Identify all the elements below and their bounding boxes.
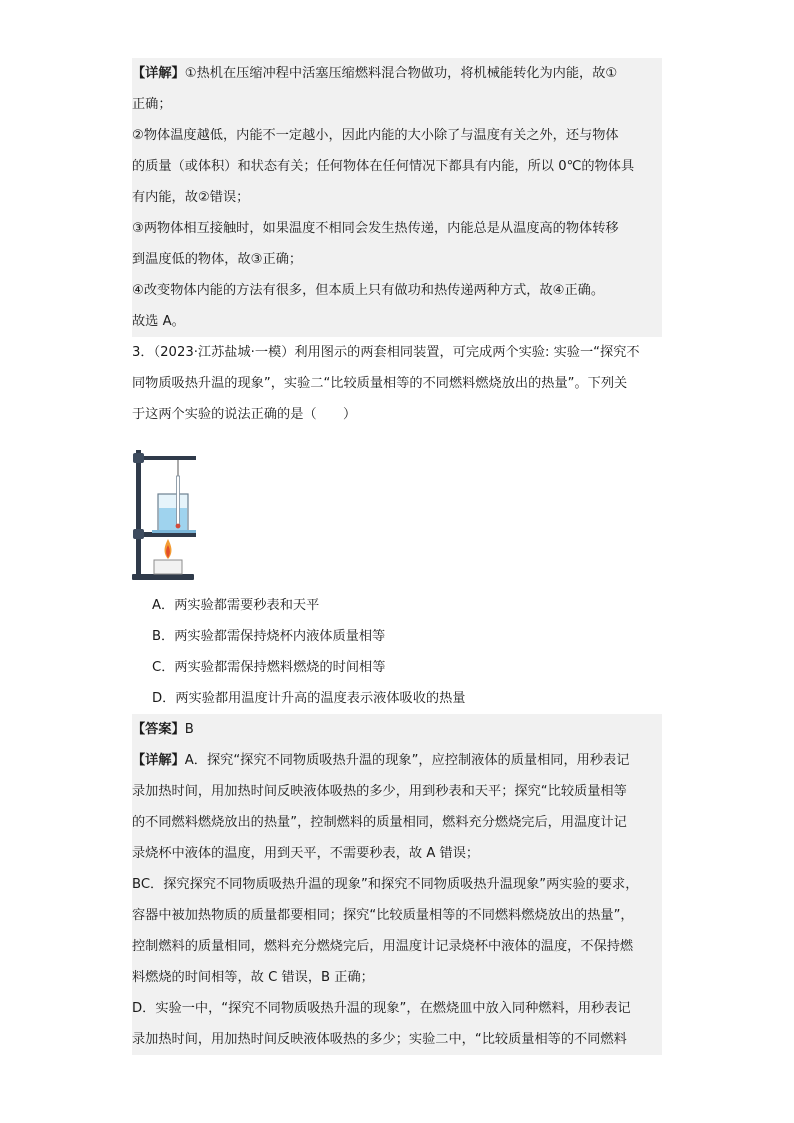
option-b: B．两实验都需保持烧杯内液体质量相等 bbox=[152, 629, 386, 644]
analysis-tag: 【详解】 bbox=[132, 753, 185, 768]
question-stem-line: 同物质吸热升温的现象”，实验二“比较质量相等的不同燃料燃烧放出的热量”。下列关 bbox=[132, 376, 628, 391]
analysis-line: 的不同燃料燃烧放出的热量”，控制燃料的质量相同，燃料充分燃烧完后，用温度计记 bbox=[132, 807, 662, 838]
option-a: A．两实验都需要秒表和天平 bbox=[152, 598, 320, 613]
detail-line: ④改变物体内能的方法有很多，但本质上只有做功和热传递两种方式，故④正确。 bbox=[132, 275, 662, 306]
detail-tag: 【详解】 bbox=[132, 66, 185, 81]
option-c: C．两实验都需保持燃料燃烧的时间相等 bbox=[152, 660, 386, 675]
analysis-line: 录烧杯中液体的温度，用到天平，不需要秒表，故 A 错误； bbox=[132, 838, 662, 869]
question-stem-line: 于这两个实验的说法正确的是（ ） bbox=[132, 407, 357, 422]
heating-apparatus-illustration bbox=[132, 432, 212, 584]
answer-tag: 【答案】 bbox=[132, 722, 185, 737]
analysis-line: 录加热时间，用加热时间反映液体吸热的多少，用到秒表和天平；探究“比较质量相等 bbox=[132, 776, 662, 807]
detail-line: 故选 A。 bbox=[132, 306, 662, 337]
question-3 bbox=[132, 337, 662, 714]
analysis-line bbox=[132, 745, 662, 776]
analysis-text: A．探究“探究不同物质吸热升温的现象”，应控制液体的质量相同，用秒表记 bbox=[184, 753, 630, 768]
detail-line: 正确； bbox=[132, 89, 662, 120]
answer-line bbox=[132, 714, 662, 745]
answer-value: B bbox=[184, 722, 194, 737]
document-page bbox=[132, 58, 662, 1055]
detail-text: ①热机在压缩冲程中活塞压缩燃料混合物做功，将机械能转化为内能，故① bbox=[184, 66, 618, 81]
detail-line: 有内能，故②错误； bbox=[132, 182, 662, 213]
analysis-block bbox=[132, 745, 662, 1055]
option-d: D．两实验都用温度计升高的温度表示液体吸收的热量 bbox=[152, 691, 466, 706]
detail-line: 的质量（或体积）和状态有关；任何物体在任何情况下都具有内能，所以 0℃的物体具 bbox=[132, 151, 662, 182]
detail-line: 到温度低的物体，故③正确； bbox=[132, 244, 662, 275]
detail-line bbox=[132, 58, 662, 89]
apparatus-figure bbox=[132, 432, 662, 584]
analysis-line: 料燃烧的时间相等，故 C 错误，B 正确； bbox=[132, 962, 662, 993]
question-stem-line: 3．（2023·江苏盐城·一模）利用图示的两套相同装置，可完成两个实验: 实验一“探究不 bbox=[132, 345, 640, 360]
analysis-line: D．实验一中，“探究不同物质吸热升温的现象”，在燃烧皿中放入同种燃料，用秒表记 bbox=[132, 993, 662, 1024]
analysis-line: 录加热时间，用加热时间反映液体吸热的多少；实验二中，“比较质量相等的不同燃料 bbox=[132, 1024, 662, 1055]
detail-line: ②物体温度越低，内能不一定越小，因此内能的大小除了与温度有关之外，还与物体 bbox=[132, 120, 662, 151]
detail-block bbox=[132, 58, 662, 337]
analysis-line: 控制燃料的质量相同，燃料充分燃烧完后，用温度计记录烧杯中液体的温度，不保持燃 bbox=[132, 931, 662, 962]
analysis-line: 容器中被加热物质的质量都要相同；探究“比较质量相等的不同燃料燃烧放出的热量”， bbox=[132, 900, 662, 931]
detail-line: ③两物体相互接触时，如果温度不相同会发生热传递，内能总是从温度高的物体转移 bbox=[132, 213, 662, 244]
analysis-line: BC．探究探究不同物质吸热升温的现象”和探究不同物质吸热升温现象”两实验的要求， bbox=[132, 869, 662, 900]
